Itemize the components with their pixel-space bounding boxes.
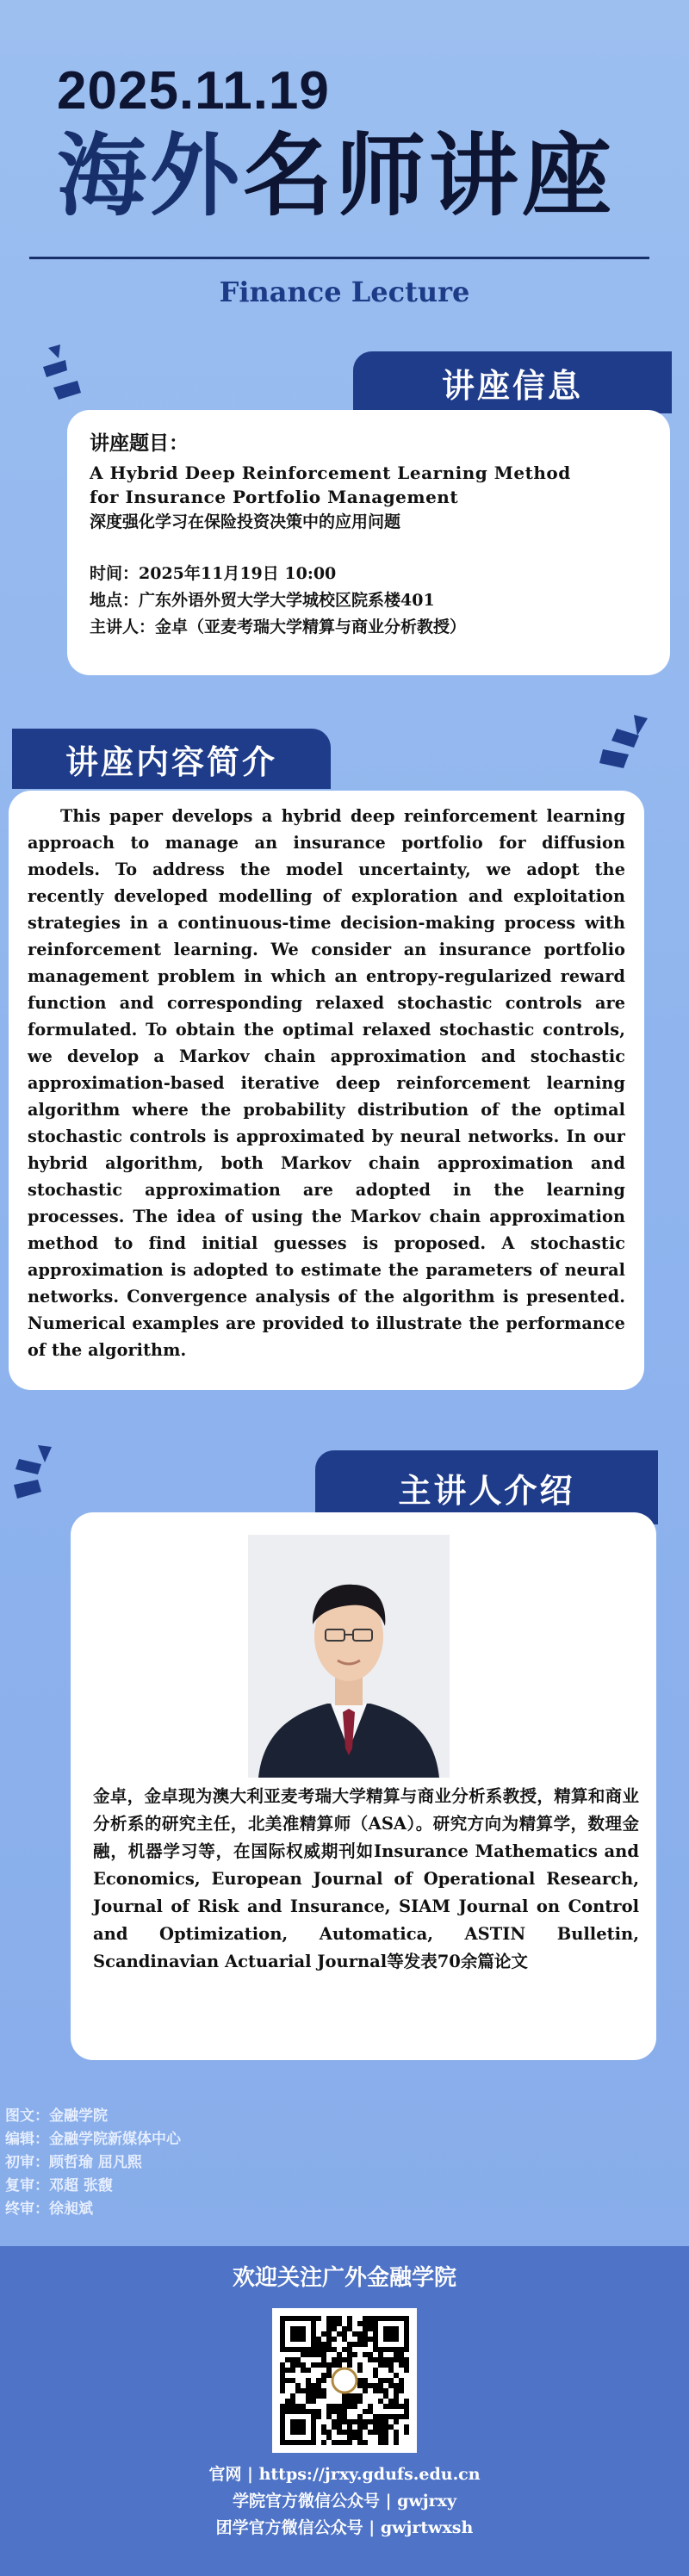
topic-label: 讲座题目： [90, 431, 189, 455]
tab-lecture-info [353, 351, 672, 413]
credit-line: 复审：邓超 张馥 [5, 2177, 113, 2194]
decorative-strokes-icon [14, 1445, 62, 1502]
footer-contact [0, 2461, 689, 2542]
speaker-photo [248, 1535, 450, 1778]
speaker-bio: 金卓，金卓现为澳大利亚麦考瑞大学精算与商业分析系教授，精算和商业分析系的研究主任，北美准精算师（ASA）。研究方向为精算学，数理金融，机器学习等，在国际权威期刊如Insurance Mathematics and Economics, European Journal of Operational Research, Journal of Risk and Insurance, SIAM Journal on Control and Optimization, Automatica, ASTIN Bulletin, Scandinavian Actuarial Journal等发表70余篇论文 [93, 1786, 639, 1971]
speaker-portrait-icon [248, 1535, 450, 1778]
header-divider [29, 257, 649, 259]
topic-title-en-line2: for Insurance Portfolio Management [90, 487, 459, 507]
qr-code[interactable] [272, 2308, 417, 2453]
page-subtitle: Finance Lecture [219, 276, 470, 308]
topic-title-cn: 深度强化学习在保险投资决策中的应用问题 [90, 512, 401, 531]
lecture-location: 地点：广东外语外贸大学大学城校区院系楼401 [90, 591, 435, 610]
credit-line: 初审：顾哲瑜 屈凡熙 [5, 2154, 142, 2171]
abstract-card [9, 791, 644, 1390]
tab-label: 主讲人介绍 [398, 1471, 575, 1510]
title-part-overseas: 海外 [57, 123, 244, 228]
event-date: 2025.11.19 [57, 61, 330, 121]
lecture-time: 时间：2025年11月19日 10:00 [90, 564, 337, 583]
lecture-info-card [67, 410, 670, 675]
decorative-strokes-icon [599, 715, 651, 775]
qr-code-icon [272, 2308, 417, 2453]
credit-line: 终审：徐昶斌 [5, 2200, 93, 2218]
league-account: 团学官方微信公众号 | gwjrtwxsh [215, 2518, 474, 2537]
tab-label: 讲座内容简介 [65, 742, 277, 781]
website-link[interactable]: 官网 | https://jrxy.gdufs.edu.cn [208, 2465, 481, 2484]
tab-abstract [12, 729, 331, 789]
abstract-text: This paper develops a hybrid deep reinforcement learning approach to manage an insurance portfolio for diffusion models. To address the model uncertainty, we adopt the recently developed modelling of exploration and exploitation strategies in a continuous-time decision-making process with reinforcement learning. We consider an insurance portfolio management problem in which an entropy-regularized reward function and corresponding relaxed stochastic controls are formulated. To obtain the optimal relaxed stochastic controls, we develop a Markov chain approximation and stochastic approximation-based iterative deep reinforcement learning algorithm where the probability distribution of the optimal stochastic controls is approximated by neural networks. In our hybrid algorithm, both Markov chain approximation and stochastic approximation are adopted in the learning processes. The idea of using the Markov chain approximation method to find initial guesses is proposed. A stochastic approximation is adopted to estimate the parameters of neural networks. Convergence analysis of the algorithm is presented. Numerical examples are provided to illustrate the performance of the algorithm. [28, 806, 625, 1360]
tab-label: 讲座信息 [441, 366, 583, 405]
page-title [57, 123, 616, 228]
credit-line: 编辑：金融学院新媒体中心 [5, 2131, 181, 2148]
decorative-strokes-icon [43, 345, 91, 401]
official-account: 学院官方微信公众号 | gwjrxy [232, 2492, 457, 2511]
credit-line: 图文：金融学院 [5, 2107, 108, 2125]
credits-list [5, 2105, 181, 2221]
topic-title-en-line1: A Hybrid Deep Reinforcement Learning Method [90, 462, 571, 483]
footer-title: 欢迎关注广外金融学院 [232, 2265, 456, 2291]
lecture-host: 主讲人：金卓（亚麦考瑞大学精算与商业分析教授） [90, 618, 467, 636]
title-part-lecture: 名师讲座 [243, 123, 616, 228]
